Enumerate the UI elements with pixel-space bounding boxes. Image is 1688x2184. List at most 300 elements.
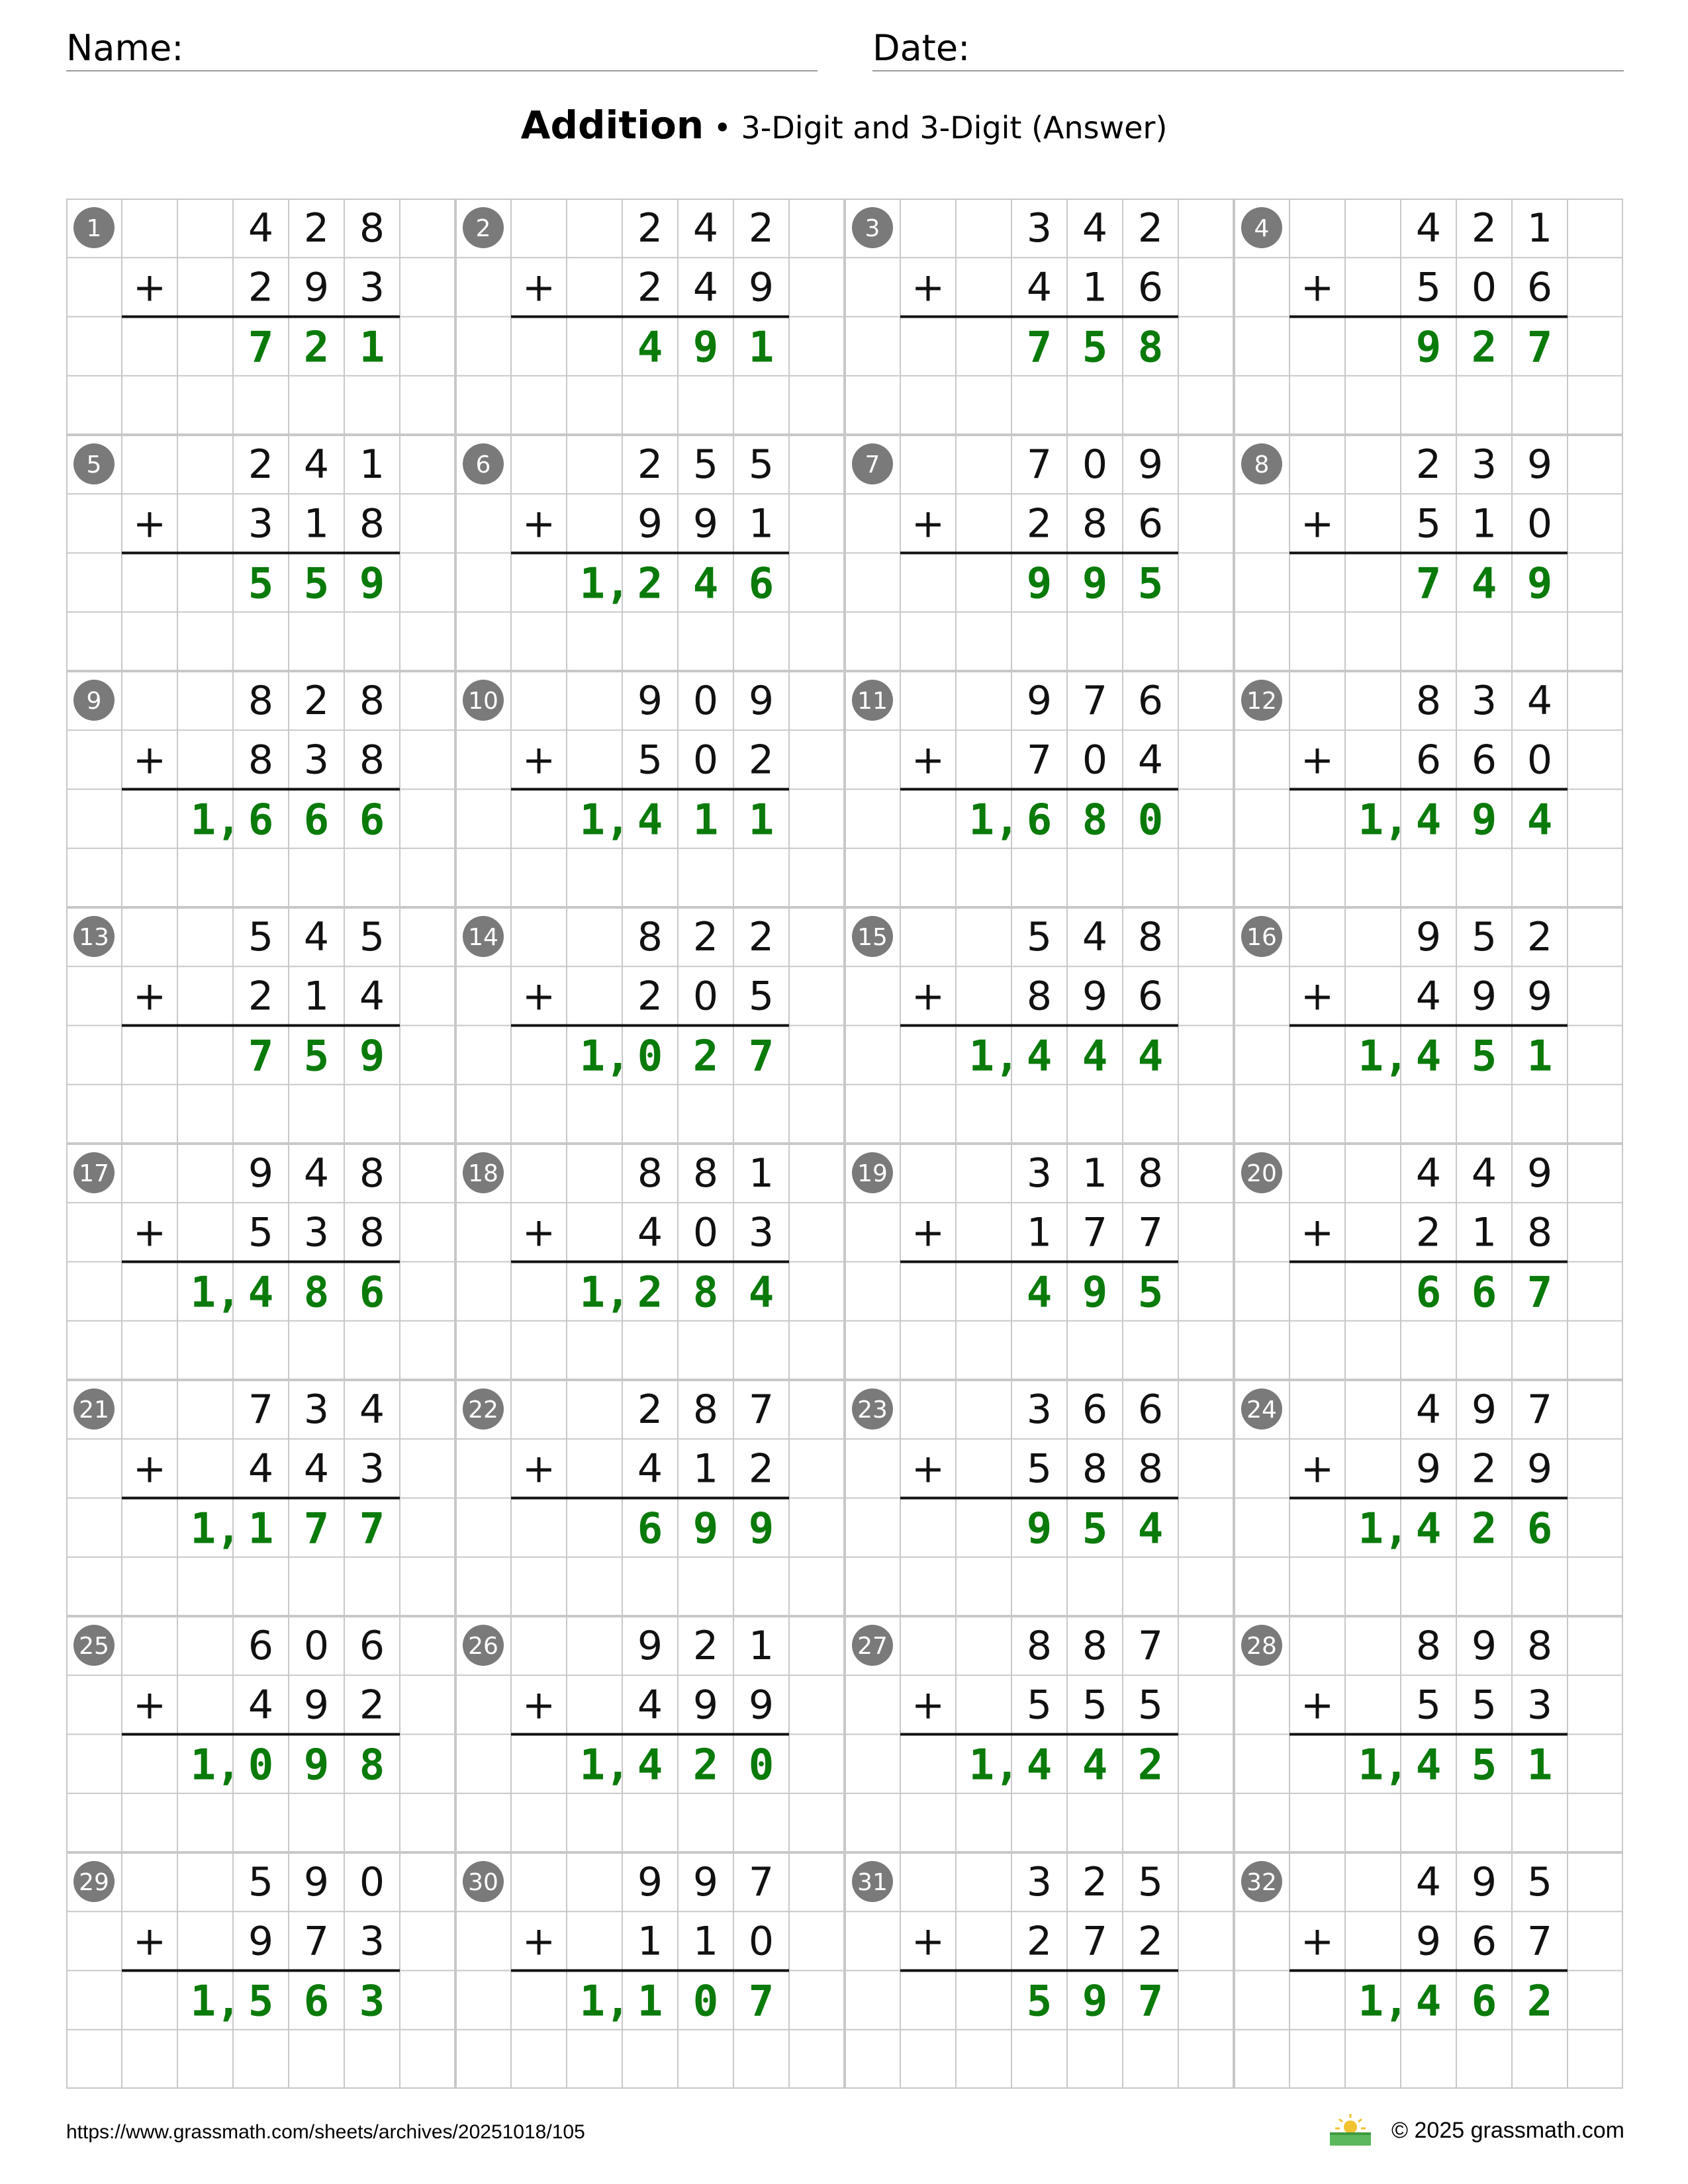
addend-digit: 2 xyxy=(1026,500,1053,547)
addend-digit: 7 xyxy=(1026,737,1053,784)
addend-digit: 9 xyxy=(303,264,330,311)
problem-number: 10 xyxy=(468,688,498,715)
addend-digit: 8 xyxy=(359,1209,385,1256)
problem-number: 25 xyxy=(79,1633,109,1660)
addend-digit: 3 xyxy=(1026,205,1053,251)
name-field[interactable] xyxy=(66,24,818,71)
addend-digit: 7 xyxy=(1082,1209,1108,1256)
addend-digit: 5 xyxy=(359,914,385,960)
answer-digit: 8 xyxy=(692,1268,719,1318)
addend-digit: 1 xyxy=(359,441,385,488)
answer-digit: 9 xyxy=(1082,1977,1108,2026)
answer-digit: 1 xyxy=(748,796,774,845)
addend-digit: 5 xyxy=(748,973,774,1020)
addend-digit: 4 xyxy=(1082,914,1108,960)
addend-digit: 7 xyxy=(1026,441,1053,488)
addend-digit: 4 xyxy=(303,914,330,960)
addend-digit: 1 xyxy=(303,500,330,547)
problem-number: 24 xyxy=(1246,1396,1277,1424)
answer-digit: 6 xyxy=(748,559,774,609)
answer-digit: 9 xyxy=(1526,559,1553,609)
addend-digit: 2 xyxy=(248,973,274,1020)
answer-digit: 1, xyxy=(190,1268,242,1318)
answer-digit: 0 xyxy=(692,1977,719,2026)
addend-digit: 7 xyxy=(1082,678,1108,724)
addend-digit: 4 xyxy=(359,1387,385,1433)
addend-digit: 1 xyxy=(748,1623,774,1669)
addend-digit: 9 xyxy=(748,1682,774,1729)
answer-digit: 4 xyxy=(1526,796,1553,845)
addend-digit: 9 xyxy=(748,678,774,724)
addend-digit: 8 xyxy=(359,678,385,724)
problem-number: 27 xyxy=(857,1633,888,1660)
addend-digit: 9 xyxy=(692,1682,719,1729)
answer-digit: 5 xyxy=(1082,1504,1108,1554)
addend-digit: 2 xyxy=(637,264,663,311)
plus-sign: + xyxy=(132,1445,167,1492)
addend-digit: 2 xyxy=(748,1445,774,1492)
addend-digit: 2 xyxy=(359,1682,385,1729)
answer-digit: 7 xyxy=(748,1977,774,2026)
addend-digit: 9 xyxy=(1082,973,1108,1020)
answer-digit: 1, xyxy=(190,1977,242,2026)
addend-digit: 8 xyxy=(1082,1445,1108,1492)
addend-digit: 3 xyxy=(1026,1387,1053,1433)
addend-digit: 4 xyxy=(1415,1150,1442,1197)
addend-digit: 0 xyxy=(1526,737,1553,784)
answer-digit: 9 xyxy=(1082,559,1108,609)
answer-digit: 4 xyxy=(637,1741,663,1790)
answer-digit: 7 xyxy=(1526,323,1553,373)
addend-digit: 0 xyxy=(1082,737,1108,784)
answer-digit: 1 xyxy=(637,1977,663,2026)
problem-number: 11 xyxy=(857,688,888,715)
addend-digit: 6 xyxy=(1471,1918,1497,1965)
addend-digit: 8 xyxy=(1415,1623,1442,1669)
addend-digit: 3 xyxy=(359,264,385,311)
problem-number: 8 xyxy=(1254,451,1270,478)
answer-digit: 4 xyxy=(248,1268,274,1318)
problem-number: 30 xyxy=(468,1869,498,1896)
answer-digit: 4 xyxy=(1026,1032,1053,1081)
answer-digit: 1 xyxy=(359,323,385,373)
addend-digit: 9 xyxy=(637,678,663,724)
addend-digit: 4 xyxy=(1526,678,1553,724)
addend-digit: 6 xyxy=(1471,737,1497,784)
addend-digit: 6 xyxy=(1082,1387,1108,1433)
problem-number: 22 xyxy=(468,1396,498,1424)
addend-digit: 6 xyxy=(1137,264,1164,311)
addend-digit: 0 xyxy=(748,1918,774,1965)
addend-digit: 4 xyxy=(303,1150,330,1197)
addend-digit: 9 xyxy=(637,500,663,547)
addend-digit: 8 xyxy=(359,737,385,784)
addend-digit: 7 xyxy=(303,1918,330,1965)
addend-digit: 7 xyxy=(248,1387,274,1433)
plus-sign: + xyxy=(522,1918,556,1965)
addend-digit: 3 xyxy=(359,1445,385,1492)
answer-digit: 6 xyxy=(359,796,385,845)
answer-digit: 4 xyxy=(1415,1504,1442,1554)
addend-digit: 7 xyxy=(1082,1918,1108,1965)
addend-digit: 8 xyxy=(248,678,274,724)
plus-sign: + xyxy=(132,737,167,784)
addend-digit: 8 xyxy=(1026,973,1053,1020)
addend-digit: 5 xyxy=(248,1859,274,1905)
answer-digit: 1, xyxy=(579,1977,631,2026)
addend-digit: 7 xyxy=(1526,1918,1553,1965)
answer-digit: 4 xyxy=(1026,1268,1053,1318)
answer-digit: 2 xyxy=(637,1268,663,1318)
addend-digit: 2 xyxy=(1137,205,1164,251)
problem-number: 28 xyxy=(1246,1633,1277,1660)
answer-digit: 7 xyxy=(359,1504,385,1554)
addend-digit: 5 xyxy=(1026,914,1053,960)
problem-number: 17 xyxy=(79,1160,109,1187)
answer-digit: 0 xyxy=(1137,796,1164,845)
answer-digit: 6 xyxy=(1471,1977,1497,2026)
addend-digit: 0 xyxy=(1082,441,1108,488)
addend-digit: 6 xyxy=(359,1623,385,1669)
addend-digit: 4 xyxy=(303,441,330,488)
problem-number: 9 xyxy=(86,688,102,715)
addend-digit: 5 xyxy=(748,441,774,488)
addend-digit: 2 xyxy=(1026,1918,1053,1965)
addend-digit: 2 xyxy=(1471,205,1497,251)
addend-digit: 9 xyxy=(1471,1623,1497,1669)
addend-digit: 1 xyxy=(1082,1150,1108,1197)
answer-digit: 8 xyxy=(1082,796,1108,845)
plus-sign: + xyxy=(522,264,556,311)
plus-sign: + xyxy=(522,1682,556,1729)
problem-number: 32 xyxy=(1246,1869,1277,1896)
plus-sign: + xyxy=(1300,737,1335,784)
addend-digit: 2 xyxy=(1471,1445,1497,1492)
addend-digit: 2 xyxy=(1526,914,1553,960)
addend-digit: 9 xyxy=(1026,678,1053,724)
answer-digit: 6 xyxy=(303,796,330,845)
addend-digit: 7 xyxy=(748,1387,774,1433)
addend-digit: 2 xyxy=(692,914,719,960)
answer-digit: 4 xyxy=(692,559,719,609)
addend-digit: 8 xyxy=(1026,1623,1053,1669)
addend-digit: 1 xyxy=(303,973,330,1020)
answer-digit: 1, xyxy=(1358,1504,1409,1554)
addend-digit: 2 xyxy=(303,678,330,724)
problem-number: 6 xyxy=(475,451,491,478)
answer-digit: 4 xyxy=(1415,1977,1442,2026)
answer-digit: 4 xyxy=(637,796,663,845)
answer-digit: 1, xyxy=(190,1504,242,1554)
footer-url: https://www.grassmath.com/sheets/archives/20251018/105 xyxy=(66,2121,585,2143)
addend-digit: 1 xyxy=(748,500,774,547)
answer-digit: 1, xyxy=(1358,1032,1409,1081)
addend-digit: 1 xyxy=(1526,205,1553,251)
addend-digit: 5 xyxy=(1526,1859,1553,1905)
answer-digit: 5 xyxy=(1082,323,1108,373)
addend-digit: 3 xyxy=(1471,678,1497,724)
addend-digit: 3 xyxy=(1026,1859,1053,1905)
answer-digit: 5 xyxy=(1137,559,1164,609)
plus-sign: + xyxy=(1300,264,1335,311)
answer-digit: 4 xyxy=(1137,1032,1164,1081)
answer-digit: 5 xyxy=(303,559,330,609)
problem-number: 12 xyxy=(1246,688,1277,715)
addend-digit: 5 xyxy=(1415,500,1442,547)
answer-digit: 6 xyxy=(1526,1504,1553,1554)
plus-sign: + xyxy=(132,1209,167,1256)
plus-sign: + xyxy=(522,737,556,784)
problem-number: 20 xyxy=(1246,1160,1277,1187)
answer-digit: 7 xyxy=(248,1032,274,1081)
answer-digit: 2 xyxy=(1471,1504,1497,1554)
addend-digit: 9 xyxy=(248,1918,274,1965)
answer-digit: 6 xyxy=(1415,1268,1442,1318)
addend-digit: 8 xyxy=(1526,1623,1553,1669)
addend-digit: 7 xyxy=(1137,1623,1164,1669)
addend-digit: 0 xyxy=(303,1623,330,1669)
problem-number: 23 xyxy=(857,1396,888,1424)
answer-digit: 1, xyxy=(579,1268,631,1318)
addend-digit: 9 xyxy=(1471,1387,1497,1433)
answer-digit: 4 xyxy=(1082,1741,1108,1790)
answer-digit: 4 xyxy=(1082,1032,1108,1081)
addend-digit: 6 xyxy=(1137,500,1164,547)
problem-number: 16 xyxy=(1246,924,1277,951)
date-field[interactable] xyxy=(872,24,1624,71)
plus-sign: + xyxy=(522,1209,556,1256)
addend-digit: 3 xyxy=(303,1387,330,1433)
plus-sign: + xyxy=(1300,1445,1335,1492)
plus-sign: + xyxy=(522,500,556,547)
addend-digit: 0 xyxy=(692,1209,719,1256)
answer-digit: 3 xyxy=(359,1977,385,2026)
problem-number: 18 xyxy=(468,1160,498,1187)
answer-digit: 7 xyxy=(1026,323,1053,373)
addend-digit: 0 xyxy=(692,737,719,784)
addend-digit: 4 xyxy=(1415,1859,1442,1905)
answer-digit: 9 xyxy=(359,1032,385,1081)
addend-digit: 2 xyxy=(748,205,774,251)
addend-digit: 7 xyxy=(1137,1209,1164,1256)
answer-digit: 2 xyxy=(303,323,330,373)
addend-digit: 0 xyxy=(359,1859,385,1905)
addend-digit: 9 xyxy=(1415,914,1442,960)
addend-digit: 2 xyxy=(748,737,774,784)
addend-digit: 9 xyxy=(303,1859,330,1905)
answer-digit: 1, xyxy=(968,1032,1020,1081)
plus-sign: + xyxy=(132,1918,167,1965)
answer-digit: 7 xyxy=(1526,1268,1553,1318)
addend-digit: 8 xyxy=(1526,1209,1553,1256)
answer-digit: 1 xyxy=(692,796,719,845)
addend-digit: 9 xyxy=(1415,1918,1442,1965)
addend-digit: 8 xyxy=(692,1387,719,1433)
answer-digit: 9 xyxy=(1026,1504,1053,1554)
answer-digit: 4 xyxy=(1137,1504,1164,1554)
addend-digit: 4 xyxy=(637,1445,663,1492)
addend-digit: 5 xyxy=(1026,1445,1053,1492)
addend-digit: 5 xyxy=(1471,1682,1497,1729)
answer-digit: 7 xyxy=(303,1504,330,1554)
answer-digit: 6 xyxy=(1026,796,1053,845)
answer-digit: 1, xyxy=(190,1741,242,1790)
answer-digit: 2 xyxy=(1526,1977,1553,2026)
addend-digit: 1 xyxy=(748,1150,774,1197)
plus-sign: + xyxy=(911,737,945,784)
answer-digit: 4 xyxy=(1415,1741,1442,1790)
answer-digit: 4 xyxy=(1026,1741,1053,1790)
worksheet-title xyxy=(0,103,1688,148)
answer-digit: 6 xyxy=(359,1268,385,1318)
plus-sign: + xyxy=(132,973,167,1020)
answer-digit: 4 xyxy=(1415,796,1442,845)
answer-digit: 1, xyxy=(579,559,631,609)
addend-digit: 9 xyxy=(748,264,774,311)
answer-digit: 9 xyxy=(748,1504,774,1554)
answer-digit: 1 xyxy=(1526,1032,1553,1081)
plus-sign: + xyxy=(911,500,945,547)
addend-digit: 2 xyxy=(1415,1209,1442,1256)
problem-number: 14 xyxy=(468,924,498,951)
answer-digit: 1, xyxy=(579,1032,631,1081)
answer-digit: 4 xyxy=(1471,559,1497,609)
addend-digit: 4 xyxy=(1082,205,1108,251)
answer-digit: 9 xyxy=(359,559,385,609)
addend-digit: 8 xyxy=(637,914,663,960)
plus-sign: + xyxy=(132,1682,167,1729)
plus-sign: + xyxy=(522,1445,556,1492)
addend-digit: 3 xyxy=(1526,1682,1553,1729)
answer-digit: 1, xyxy=(1358,1977,1409,2026)
problem-number: 13 xyxy=(79,924,109,951)
addend-digit: 3 xyxy=(359,1918,385,1965)
addend-digit: 3 xyxy=(1471,441,1497,488)
plus-sign: + xyxy=(911,1445,945,1492)
title-main: Addition xyxy=(520,103,704,148)
addend-digit: 9 xyxy=(1415,1445,1442,1492)
date-label: Date: xyxy=(872,27,970,69)
answer-digit: 1, xyxy=(579,1741,631,1790)
addend-digit: 5 xyxy=(1137,1682,1164,1729)
answer-digit: 2 xyxy=(637,559,663,609)
addend-digit: 8 xyxy=(248,737,274,784)
answer-digit: 5 xyxy=(248,1977,274,2026)
addend-digit: 9 xyxy=(1526,973,1553,1020)
addend-digit: 0 xyxy=(1526,500,1553,547)
addend-digit: 2 xyxy=(1137,1918,1164,1965)
addend-digit: 8 xyxy=(692,1150,719,1197)
problem-number: 3 xyxy=(865,215,880,242)
answer-digit: 0 xyxy=(248,1741,274,1790)
answer-digit: 9 xyxy=(1415,323,1442,373)
answer-digit: 1, xyxy=(579,796,631,845)
problem-number: 7 xyxy=(865,451,880,478)
addend-digit: 7 xyxy=(1526,1387,1553,1433)
answer-digit: 2 xyxy=(692,1032,719,1081)
addend-digit: 3 xyxy=(303,737,330,784)
answer-digit: 2 xyxy=(1471,323,1497,373)
answer-digit: 5 xyxy=(303,1032,330,1081)
problem-number: 2 xyxy=(475,215,491,242)
addend-digit: 5 xyxy=(692,441,719,488)
addend-digit: 0 xyxy=(1471,264,1497,311)
answer-digit: 5 xyxy=(248,559,274,609)
addend-digit: 4 xyxy=(248,1682,274,1729)
addend-digit: 4 xyxy=(1471,1150,1497,1197)
plus-sign: + xyxy=(911,264,945,311)
answer-digit: 9 xyxy=(303,1741,330,1790)
addend-digit: 4 xyxy=(637,1682,663,1729)
addend-digit: 5 xyxy=(1415,264,1442,311)
addend-digit: 3 xyxy=(1026,1150,1053,1197)
answer-digit: 4 xyxy=(748,1268,774,1318)
answer-digit: 8 xyxy=(359,1741,385,1790)
addend-digit: 3 xyxy=(303,1209,330,1256)
addend-digit: 6 xyxy=(1137,1387,1164,1433)
addend-digit: 4 xyxy=(1415,973,1442,1020)
problem-number: 4 xyxy=(1254,215,1270,242)
addend-digit: 8 xyxy=(1137,1150,1164,1197)
addend-digit: 7 xyxy=(748,1859,774,1905)
answer-digit: 1, xyxy=(1358,796,1409,845)
addend-digit: 6 xyxy=(1137,678,1164,724)
addend-digit: 5 xyxy=(248,914,274,960)
footer-copyright: © 2025 grassmath.com xyxy=(1391,2118,1624,2143)
answer-digit: 0 xyxy=(748,1741,774,1790)
answer-digit: 5 xyxy=(1471,1741,1497,1790)
addend-digit: 1 xyxy=(692,1445,719,1492)
title-subtitle: • 3-Digit and 3-Digit (Answer) xyxy=(704,110,1168,146)
addend-digit: 5 xyxy=(1471,914,1497,960)
addend-digit: 5 xyxy=(1026,1682,1053,1729)
addend-digit: 5 xyxy=(1137,1859,1164,1905)
problem-number: 19 xyxy=(857,1160,888,1187)
problem-number: 21 xyxy=(79,1396,109,1424)
answer-digit: 7 xyxy=(248,323,274,373)
answer-digit: 5 xyxy=(1137,1268,1164,1318)
addend-digit: 1 xyxy=(1026,1209,1053,1256)
addend-digit: 1 xyxy=(637,1918,663,1965)
addend-digit: 2 xyxy=(637,973,663,1020)
addend-digit: 2 xyxy=(748,914,774,960)
plus-sign: + xyxy=(911,1682,945,1729)
addend-digit: 9 xyxy=(1526,441,1553,488)
answer-digit: 7 xyxy=(1415,559,1442,609)
addend-digit: 8 xyxy=(1137,914,1164,960)
addend-digit: 4 xyxy=(248,205,274,251)
addend-digit: 5 xyxy=(1415,1682,1442,1729)
addend-digit: 4 xyxy=(1026,264,1053,311)
answer-digit: 4 xyxy=(1415,1032,1442,1081)
addend-digit: 4 xyxy=(1137,737,1164,784)
addend-digit: 8 xyxy=(1082,500,1108,547)
addend-digit: 4 xyxy=(1415,205,1442,251)
plus-sign: + xyxy=(1300,500,1335,547)
answer-digit: 2 xyxy=(1137,1741,1164,1790)
problem-number: 31 xyxy=(857,1869,888,1896)
answer-digit: 2 xyxy=(692,1741,719,1790)
addend-digit: 8 xyxy=(1415,678,1442,724)
answer-digit: 8 xyxy=(303,1268,330,1318)
plus-sign: + xyxy=(1300,1682,1335,1729)
plus-sign: + xyxy=(1300,1918,1335,1965)
addend-digit: 2 xyxy=(303,205,330,251)
addend-digit: 4 xyxy=(248,1445,274,1492)
addend-digit: 4 xyxy=(1415,1387,1442,1433)
problem-grid xyxy=(66,199,1623,2089)
addend-digit: 9 xyxy=(248,1150,274,1197)
